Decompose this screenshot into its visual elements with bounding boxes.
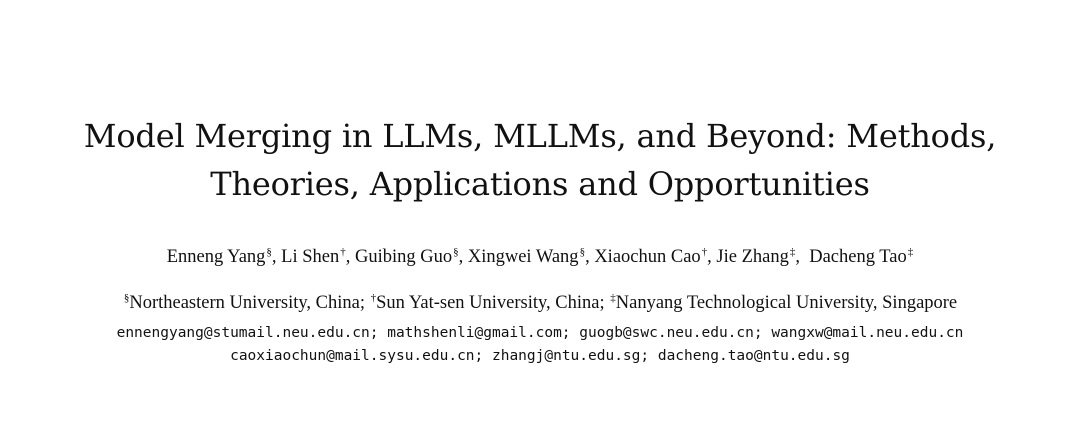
author-name: Guibing Guo: [354, 247, 453, 267]
author: [167, 247, 281, 267]
title-line-2: Theories, Applications and Opportunities: [210, 165, 870, 203]
affiliation-name: Sun Yat-sen University, China: [376, 293, 600, 313]
affiliation-mark: †: [370, 292, 377, 304]
affiliation-separator: ;: [599, 293, 610, 313]
affiliation: [609, 293, 957, 313]
email-list: [0, 322, 1080, 368]
author-separator: ,: [271, 247, 282, 267]
affiliation-separator: ;: [359, 293, 370, 313]
author-separator: ,: [585, 247, 595, 267]
affiliation: [123, 293, 370, 313]
affiliation-list: [0, 290, 1080, 318]
author: [716, 247, 809, 267]
affiliation: [370, 293, 610, 313]
email-line-2: caoxiaochun@mail.sysu.edu.cn; zhangj@ntu.edu.sg; dacheng.tao@ntu.edu.sg: [230, 348, 850, 364]
title-line-1: Model Merging in LLMs, MLLMs, and Beyond: Methods,: [83, 117, 997, 155]
author-affiliation-mark: §: [579, 246, 586, 258]
author-affiliation-mark: ‡: [789, 246, 796, 258]
author-affiliation-mark: †: [340, 246, 346, 258]
author-name: Xingwei Wang: [467, 247, 579, 267]
affiliation-mark: ‡: [610, 292, 616, 304]
author-name: Dacheng Tao: [809, 247, 907, 267]
author-separator: ,: [707, 247, 717, 267]
affiliation-name: Nanyang Technological University, Singapore: [615, 293, 958, 313]
affiliation-mark: §: [123, 292, 130, 304]
author-affiliation-mark: †: [701, 246, 708, 258]
author-separator: ,: [345, 247, 355, 267]
author-separator: ,: [795, 247, 810, 267]
author: [809, 247, 913, 267]
author-affiliation-mark: §: [453, 246, 459, 258]
author-list: [0, 244, 1080, 272]
author-affiliation-mark: §: [266, 246, 272, 258]
author-name: Xiaochun Cao: [594, 247, 701, 267]
author: [281, 247, 355, 267]
author-name: Jie Zhang: [716, 247, 789, 267]
paper-title: [0, 112, 1080, 208]
author-name: Enneng Yang: [166, 247, 266, 267]
author: [594, 247, 716, 267]
author-separator: ,: [458, 247, 468, 267]
author: [355, 247, 468, 267]
author: [468, 247, 594, 267]
affiliation-name: Northeastern University, China: [129, 293, 360, 313]
author-name: Li Shen: [281, 247, 340, 267]
author-affiliation-mark: ‡: [907, 246, 914, 258]
email-line-1: ennengyang@stumail.neu.edu.cn; mathshenli@gmail.com; guogb@swc.neu.edu.cn; wangxw@mail.neu.edu.cn: [116, 325, 964, 341]
